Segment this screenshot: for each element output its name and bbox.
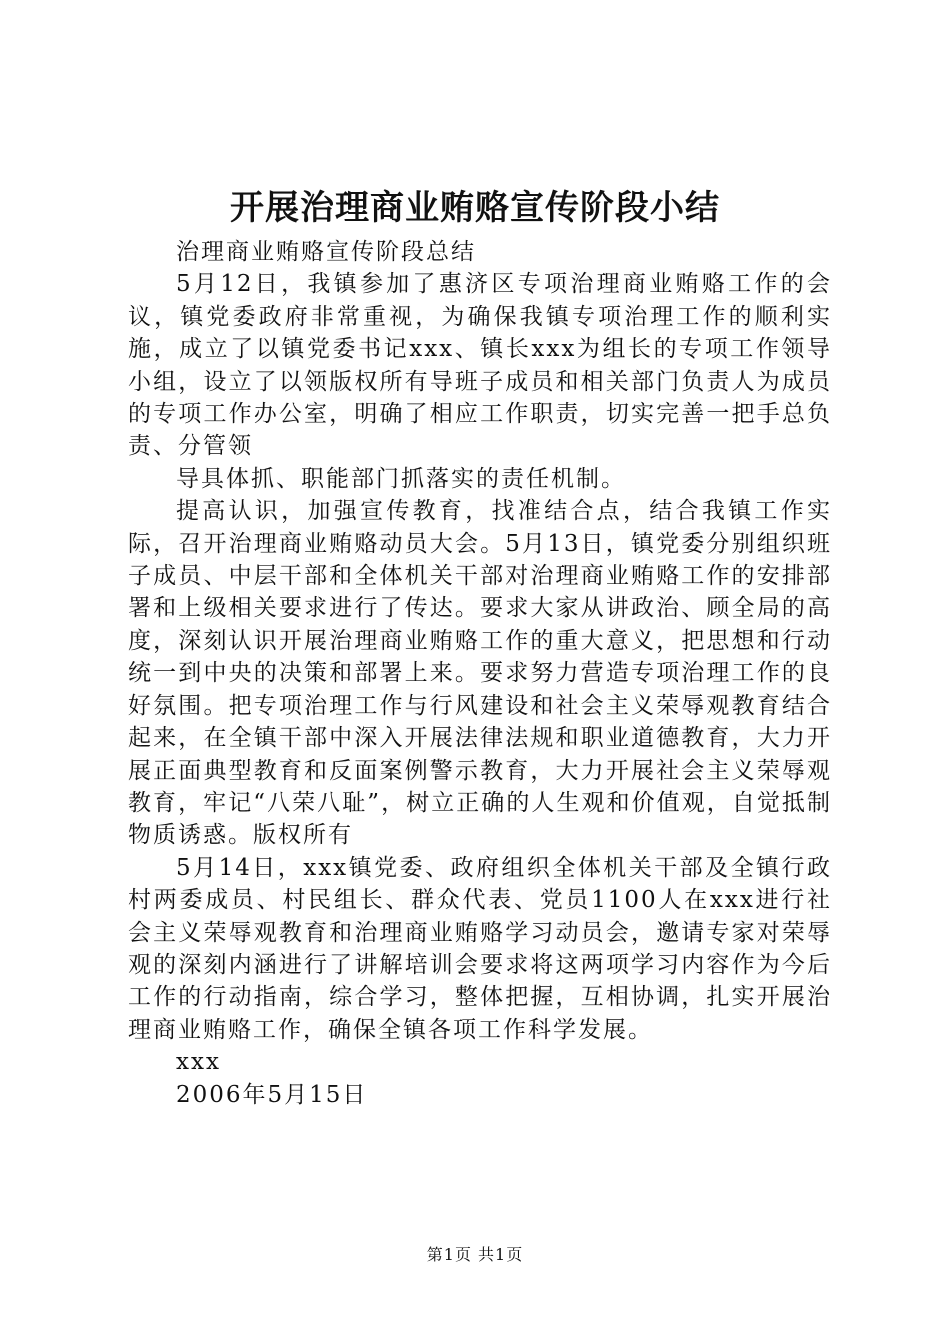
document-title: 开展治理商业贿赂宣传阶段小结	[230, 188, 720, 228]
signature-line: xxx	[176, 1049, 221, 1076]
body-paragraph: 导具体抓、职能部门抓落实的责任机制。	[176, 465, 626, 492]
body-paragraph: 5月12日，我镇参加了惠济区专项治理商业贿赂工作的会议，镇党委政府非常重视，为确保我镇专项治理工作的顺利实施，成立了以镇党委书记xxx、镇长xxx为组长的专项工作领导小组，设立了以领版权所有导班子成员和相关部门负责人为成员的专项工作办公室，明确了相应工作职责，切实完善一把手总负责、分管领	[128, 271, 832, 460]
page-number-footer: 第1页 共1页	[426, 1245, 524, 1264]
body-paragraph: 提高认识，加强宣传教育，找准结合点，结合我镇工作实际，召开治理商业贿赂动员大会。5月13日，镇党委分别组织班子成员、中层干部和全体机关干部对治理商业贿赂工作的安排部署和上级相关要求进行了传达。要求大家从讲政治、顾全局的高度，深刻认识开展治理商业贿赂工作的重大意义，把思想和行动统一到中央的决策和部署上来。要求努力营造专项治理工作的良好氛围。把专项治理工作与行风建设和社会主义荣辱观教育结合起来，在全镇干部中深入开展法律法规和职业道德教育，大力开展正面典型教育和反面案例警示教育，大力开展社会主义荣辱观教育，牢记“八荣八耻”，树立正确的人生观和价值观，自觉抵制物质诱惑。版权所有	[128, 498, 832, 849]
document-body	[128, 236, 832, 1111]
subtitle-paragraph: 治理商业贿赂宣传阶段总结	[176, 239, 476, 265]
body-paragraph: 5月14日，xxx镇党委、政府组织全体机关干部及全镇行政村两委成员、村民组长、群众代表、党员1100人在xxx进行社会主义荣辱观教育和治理商业贿赂学习动员会，邀请专家对荣辱观的深刻内涵进行了讲解培训会要求将这两项学习内容作为今后工作的行动指南，综合学习，整体把握，互相协调，扎实开展治理商业贿赂工作，确保全镇各项工作科学发展。	[128, 854, 832, 1043]
date-line: 2006年5月15日	[176, 1081, 368, 1108]
